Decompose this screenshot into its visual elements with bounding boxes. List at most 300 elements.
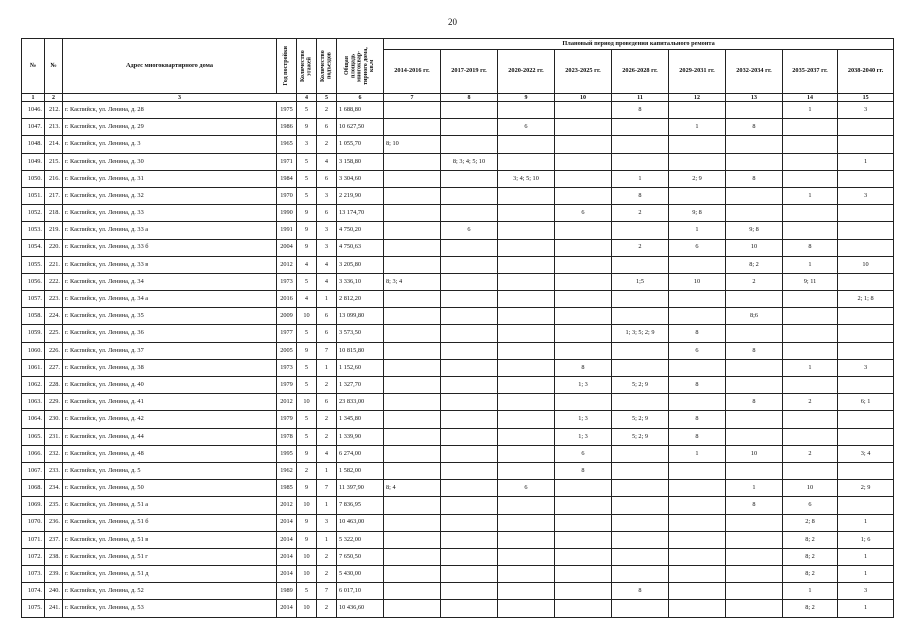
row-area: 6 274,00 <box>337 445 384 462</box>
row-area: 11 397,90 <box>337 480 384 497</box>
row-area: 10 815,80 <box>337 342 384 359</box>
row-period-cell: 8;6 <box>726 308 783 325</box>
row-period-cell: 1 <box>783 359 838 376</box>
row-number: 1057. <box>22 291 45 308</box>
row-local-number: 213. <box>45 119 63 136</box>
row-period-cell <box>441 239 498 256</box>
row-period-cell <box>612 342 669 359</box>
row-period-cell <box>555 170 612 187</box>
row-year: 2014 <box>277 514 297 531</box>
table-row <box>22 273 894 290</box>
table-row <box>22 308 894 325</box>
row-period-cell <box>384 342 441 359</box>
table-body <box>22 102 894 618</box>
row-period-cell <box>384 153 441 170</box>
table-row <box>22 548 894 565</box>
row-number: 1050. <box>22 170 45 187</box>
row-area: 2 812,20 <box>337 291 384 308</box>
row-address: г. Каспийск, ул. Ленина, д. 31 <box>63 170 277 187</box>
table-row <box>22 462 894 479</box>
row-period-cell <box>384 256 441 273</box>
row-period-cell <box>441 428 498 445</box>
row-local-number: 236. <box>45 514 63 531</box>
row-period-cell <box>498 273 555 290</box>
column-number: 2 <box>45 94 63 102</box>
row-entrances: 2 <box>317 428 337 445</box>
row-number: 1046. <box>22 102 45 119</box>
row-period-cell <box>441 600 498 617</box>
row-entrances: 3 <box>317 222 337 239</box>
column-number: 4 <box>297 94 317 102</box>
row-local-number: 222. <box>45 273 63 290</box>
table-row <box>22 377 894 394</box>
header-area: Общая площадь многоквар-тирного дома, кв.м <box>337 39 384 94</box>
row-local-number: 227. <box>45 359 63 376</box>
row-period-cell <box>783 153 838 170</box>
row-entrances: 6 <box>317 325 337 342</box>
table-row <box>22 480 894 497</box>
row-entrances: 6 <box>317 119 337 136</box>
row-period-cell <box>555 583 612 600</box>
row-address: г. Каспийск, ул. Ленина, д. 5 <box>63 462 277 479</box>
header-period: 2032-2034 гг. <box>726 50 783 94</box>
row-local-number: 235. <box>45 497 63 514</box>
header-period: 2020-2022 гг. <box>498 50 555 94</box>
row-local-number: 231. <box>45 428 63 445</box>
header-period: 2026-2028 гг. <box>612 50 669 94</box>
row-entrances: 2 <box>317 600 337 617</box>
row-address: г. Каспийск, ул. Ленина, д. 33 в <box>63 256 277 273</box>
row-area: 5 430,00 <box>337 566 384 583</box>
row-period-cell: 1;5 <box>612 273 669 290</box>
row-period-cell: 3 <box>838 359 894 376</box>
row-period-cell <box>555 325 612 342</box>
row-floors: 10 <box>297 600 317 617</box>
row-period-cell <box>498 291 555 308</box>
row-period-cell: 6; 1 <box>838 394 894 411</box>
row-period-cell <box>384 325 441 342</box>
row-period-cell <box>441 480 498 497</box>
row-period-cell <box>726 187 783 204</box>
row-period-cell: 10 <box>783 480 838 497</box>
row-local-number: 238. <box>45 548 63 565</box>
row-period-cell <box>555 531 612 548</box>
header-local-num: № <box>45 39 63 94</box>
row-period-cell <box>726 566 783 583</box>
row-floors: 4 <box>297 256 317 273</box>
row-local-number: 216. <box>45 170 63 187</box>
row-entrances: 2 <box>317 566 337 583</box>
row-period-cell <box>669 359 726 376</box>
row-entrances: 4 <box>317 153 337 170</box>
row-area: 10 463,00 <box>337 514 384 531</box>
row-floors: 9 <box>297 205 317 222</box>
row-period-cell: 8 <box>726 119 783 136</box>
row-period-cell <box>498 153 555 170</box>
row-entrances: 1 <box>317 291 337 308</box>
row-floors: 2 <box>297 462 317 479</box>
row-year: 1991 <box>277 222 297 239</box>
row-entrances: 7 <box>317 583 337 600</box>
row-period-cell: 3 <box>838 187 894 204</box>
row-address: г. Каспийск, ул. Ленина, д. 3 <box>63 136 277 153</box>
row-local-number: 219. <box>45 222 63 239</box>
row-period-cell <box>498 377 555 394</box>
row-period-cell: 10 <box>726 239 783 256</box>
row-number: 1073. <box>22 566 45 583</box>
row-period-cell <box>726 531 783 548</box>
row-period-cell <box>441 187 498 204</box>
row-period-cell <box>498 342 555 359</box>
row-number: 1058. <box>22 308 45 325</box>
row-period-cell: 1 <box>783 583 838 600</box>
row-local-number: 218. <box>45 205 63 222</box>
row-year: 1975 <box>277 102 297 119</box>
column-number: 12 <box>669 94 726 102</box>
row-number: 1075. <box>22 600 45 617</box>
row-period-cell <box>441 583 498 600</box>
row-period-cell: 1; 3 <box>555 411 612 428</box>
row-period-cell: 1 <box>838 600 894 617</box>
table-row <box>22 291 894 308</box>
row-number: 1070. <box>22 514 45 531</box>
column-number: 7 <box>384 94 441 102</box>
table-row <box>22 583 894 600</box>
row-year: 1977 <box>277 325 297 342</box>
row-local-number: 217. <box>45 187 63 204</box>
row-period-cell <box>612 359 669 376</box>
row-period-cell <box>726 136 783 153</box>
header-period: 2035-2037 гг. <box>783 50 838 94</box>
row-period-cell <box>441 102 498 119</box>
row-entrances: 4 <box>317 273 337 290</box>
row-year: 2005 <box>277 342 297 359</box>
row-period-cell <box>498 411 555 428</box>
row-local-number: 241. <box>45 600 63 617</box>
row-period-cell <box>498 583 555 600</box>
row-area: 13 099,80 <box>337 308 384 325</box>
row-floors: 9 <box>297 239 317 256</box>
row-period-cell: 2 <box>612 205 669 222</box>
row-period-cell: 8; 3; 4; 5; 10 <box>441 153 498 170</box>
row-entrances: 6 <box>317 308 337 325</box>
row-address: г. Каспийск, ул. Ленина, д. 51 б <box>63 514 277 531</box>
row-period-cell <box>441 497 498 514</box>
row-year: 1990 <box>277 205 297 222</box>
row-period-cell <box>498 222 555 239</box>
row-floors: 4 <box>297 291 317 308</box>
row-year: 2012 <box>277 394 297 411</box>
row-period-cell <box>783 136 838 153</box>
row-period-cell: 3; 4 <box>838 445 894 462</box>
row-period-cell <box>726 359 783 376</box>
row-period-cell <box>555 548 612 565</box>
row-period-cell: 8 <box>612 583 669 600</box>
row-period-cell: 8 <box>726 170 783 187</box>
row-number: 1072. <box>22 548 45 565</box>
row-address: г. Каспийск, ул. Ленина, д. 53 <box>63 600 277 617</box>
row-period-cell <box>498 205 555 222</box>
row-number: 1053. <box>22 222 45 239</box>
row-period-cell: 2 <box>726 273 783 290</box>
row-period-cell <box>783 377 838 394</box>
column-number: 15 <box>838 94 894 102</box>
row-floors: 5 <box>297 170 317 187</box>
row-period-cell <box>555 239 612 256</box>
row-period-cell <box>384 462 441 479</box>
row-period-cell <box>384 170 441 187</box>
table-row <box>22 411 894 428</box>
header-planned-period: Плановый период проведения капитального ремонта <box>384 39 894 50</box>
row-period-cell <box>612 462 669 479</box>
row-period-cell <box>555 256 612 273</box>
row-period-cell: 6 <box>555 445 612 462</box>
row-number: 1066. <box>22 445 45 462</box>
row-address: г. Каспийск, ул. Ленина, д. 28 <box>63 102 277 119</box>
row-address: г. Каспийск, ул. Ленина, д. 42 <box>63 411 277 428</box>
row-floors: 5 <box>297 377 317 394</box>
row-period-cell <box>441 531 498 548</box>
row-period-cell <box>669 600 726 617</box>
row-period-cell <box>838 119 894 136</box>
row-period-cell: 6 <box>783 497 838 514</box>
row-period-cell <box>498 462 555 479</box>
row-period-cell <box>612 480 669 497</box>
row-period-cell <box>669 497 726 514</box>
row-period-cell: 1 <box>612 170 669 187</box>
row-period-cell <box>838 239 894 256</box>
row-period-cell: 6 <box>555 205 612 222</box>
row-period-cell <box>838 308 894 325</box>
row-floors: 9 <box>297 480 317 497</box>
row-local-number: 223. <box>45 291 63 308</box>
row-area: 1 055,70 <box>337 136 384 153</box>
row-number: 1061. <box>22 359 45 376</box>
row-period-cell <box>555 291 612 308</box>
table-row <box>22 170 894 187</box>
row-area: 1 345,80 <box>337 411 384 428</box>
row-floors: 10 <box>297 566 317 583</box>
row-period-cell: 1; 6 <box>838 531 894 548</box>
row-period-cell <box>726 291 783 308</box>
row-period-cell: 9; 11 <box>783 273 838 290</box>
row-period-cell <box>783 342 838 359</box>
row-period-cell <box>612 222 669 239</box>
row-period-cell <box>384 308 441 325</box>
table-row <box>22 119 894 136</box>
row-period-cell: 8 <box>555 462 612 479</box>
row-floors: 10 <box>297 308 317 325</box>
row-period-cell: 9; 8 <box>726 222 783 239</box>
row-year: 1973 <box>277 273 297 290</box>
row-period-cell <box>498 256 555 273</box>
table-row <box>22 497 894 514</box>
row-local-number: 212. <box>45 102 63 119</box>
row-entrances: 6 <box>317 170 337 187</box>
row-number: 1049. <box>22 153 45 170</box>
row-period-cell <box>555 566 612 583</box>
row-period-cell: 8 <box>555 359 612 376</box>
row-address: г. Каспийск, ул. Ленина, д. 34 а <box>63 291 277 308</box>
row-period-cell <box>612 548 669 565</box>
row-period-cell <box>838 136 894 153</box>
row-local-number: 239. <box>45 566 63 583</box>
row-area: 7 836,95 <box>337 497 384 514</box>
row-period-cell: 10 <box>669 273 726 290</box>
table-row <box>22 205 894 222</box>
row-period-cell <box>384 291 441 308</box>
row-address: г. Каспийск, ул. Ленина, д. 34 <box>63 273 277 290</box>
table-row <box>22 256 894 273</box>
row-period-cell <box>441 291 498 308</box>
row-period-cell <box>384 359 441 376</box>
row-period-cell <box>783 205 838 222</box>
row-address: г. Каспийск, ул. Ленина, д. 51 в <box>63 531 277 548</box>
row-number: 1051. <box>22 187 45 204</box>
table-row <box>22 566 894 583</box>
row-local-number: 225. <box>45 325 63 342</box>
row-address: г. Каспийск, ул. Ленина, д. 33 б <box>63 239 277 256</box>
row-period-cell <box>555 497 612 514</box>
row-period-cell <box>384 377 441 394</box>
column-number: 3 <box>63 94 297 102</box>
row-period-cell <box>612 153 669 170</box>
row-number: 1059. <box>22 325 45 342</box>
row-area: 1 688,80 <box>337 102 384 119</box>
row-floors: 10 <box>297 548 317 565</box>
row-period-cell <box>726 377 783 394</box>
row-period-cell <box>441 170 498 187</box>
row-address: г. Каспийск, ул. Ленина, д. 30 <box>63 153 277 170</box>
row-address: г. Каспийск, ул. Ленина, д. 51 г <box>63 548 277 565</box>
row-period-cell <box>555 102 612 119</box>
page-number: 20 <box>448 17 457 27</box>
row-number: 1067. <box>22 462 45 479</box>
table-row <box>22 102 894 119</box>
row-period-cell <box>669 566 726 583</box>
row-year: 1971 <box>277 153 297 170</box>
row-period-cell: 8; 10 <box>384 136 441 153</box>
row-period-cell: 6 <box>498 480 555 497</box>
row-local-number: 226. <box>45 342 63 359</box>
row-period-cell <box>669 548 726 565</box>
row-period-cell <box>669 291 726 308</box>
row-period-cell <box>612 119 669 136</box>
row-area: 13 174,70 <box>337 205 384 222</box>
row-period-cell <box>498 102 555 119</box>
row-year: 1985 <box>277 480 297 497</box>
row-period-cell <box>726 153 783 170</box>
row-period-cell: 1 <box>783 256 838 273</box>
row-address: г. Каспийск, ул. Ленина, д. 41 <box>63 394 277 411</box>
row-year: 2014 <box>277 566 297 583</box>
header-entrances: Количество подъездов <box>317 39 337 94</box>
row-number: 1055. <box>22 256 45 273</box>
row-period-cell <box>838 497 894 514</box>
row-period-cell <box>838 273 894 290</box>
row-period-cell <box>441 136 498 153</box>
row-period-cell <box>498 187 555 204</box>
row-period-cell <box>555 222 612 239</box>
row-period-cell <box>441 205 498 222</box>
row-year: 1986 <box>277 119 297 136</box>
row-year: 1978 <box>277 428 297 445</box>
row-area: 10 627,50 <box>337 119 384 136</box>
row-local-number: 234. <box>45 480 63 497</box>
row-period-cell <box>441 445 498 462</box>
row-year: 1984 <box>277 170 297 187</box>
row-floors: 5 <box>297 153 317 170</box>
row-period-cell <box>838 205 894 222</box>
row-period-cell <box>555 480 612 497</box>
row-period-cell <box>441 256 498 273</box>
row-period-cell <box>441 308 498 325</box>
row-period-cell <box>384 119 441 136</box>
row-floors: 5 <box>297 359 317 376</box>
row-floors: 9 <box>297 531 317 548</box>
row-period-cell <box>612 291 669 308</box>
row-number: 1060. <box>22 342 45 359</box>
row-period-cell: 2; 9 <box>838 480 894 497</box>
row-period-cell <box>838 377 894 394</box>
row-period-cell <box>441 359 498 376</box>
table-row <box>22 325 894 342</box>
row-area: 10 436,60 <box>337 600 384 617</box>
row-period-cell <box>669 187 726 204</box>
row-period-cell: 1 <box>669 119 726 136</box>
column-number: 5 <box>317 94 337 102</box>
row-period-cell <box>498 497 555 514</box>
row-period-cell <box>555 600 612 617</box>
row-period-cell: 8; 2 <box>783 566 838 583</box>
row-period-cell: 2; 8 <box>783 514 838 531</box>
row-period-cell <box>783 325 838 342</box>
row-period-cell <box>384 411 441 428</box>
row-period-cell <box>498 136 555 153</box>
row-period-cell <box>726 325 783 342</box>
row-number: 1054. <box>22 239 45 256</box>
row-period-cell <box>838 462 894 479</box>
row-period-cell <box>441 342 498 359</box>
row-entrances: 1 <box>317 462 337 479</box>
row-address: г. Каспийск, ул. Ленина, д. 33 <box>63 205 277 222</box>
row-period-cell <box>384 531 441 548</box>
row-local-number: 233. <box>45 462 63 479</box>
row-period-cell: 8 <box>726 342 783 359</box>
row-period-cell: 1 <box>783 102 838 119</box>
row-period-cell <box>555 119 612 136</box>
row-period-cell <box>838 411 894 428</box>
column-number: 6 <box>337 94 384 102</box>
row-number: 1064. <box>22 411 45 428</box>
row-period-cell: 8 <box>669 377 726 394</box>
header-period: 2023-2025 гг. <box>555 50 612 94</box>
row-area: 2 219,90 <box>337 187 384 204</box>
row-area: 3 336,10 <box>337 273 384 290</box>
row-period-cell <box>726 205 783 222</box>
row-year: 1965 <box>277 136 297 153</box>
row-floors: 5 <box>297 273 317 290</box>
row-year: 1973 <box>277 359 297 376</box>
row-period-cell: 8 <box>669 411 726 428</box>
row-period-cell: 1; 3; 5; 2; 9 <box>612 325 669 342</box>
row-period-cell <box>384 187 441 204</box>
table-row <box>22 359 894 376</box>
row-period-cell <box>441 411 498 428</box>
row-entrances: 6 <box>317 394 337 411</box>
row-year: 2016 <box>277 291 297 308</box>
row-entrances: 1 <box>317 497 337 514</box>
